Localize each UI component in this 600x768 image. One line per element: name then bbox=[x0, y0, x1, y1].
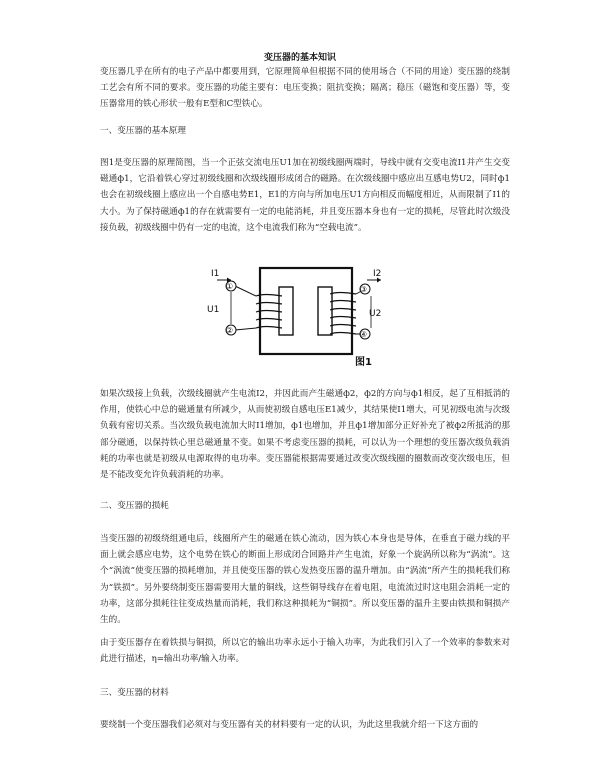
label-i2: I2 bbox=[373, 269, 382, 279]
terminal-3: ③ bbox=[360, 285, 368, 294]
loss-paragraph-1: 当变压器的初级绕组通电后，线圈所产生的磁通在铁心流动，因为铁心本身也是导体，在垂直于磁力线的平面上就会感应电势，这个电势在铁心的断面上形成闭合回路并产生电流，好象一个旋涡所以称为“涡流”。这个“涡流”使变压器的损耗增加，并且使变压器的铁心发热变压器的温升增加。由“涡流”所产生的损耗我们称为“铁损”。另外要绕制变压器需要用大量的铜线，这些铜导线存在着电阻，电流流过时这电阻会消耗一定的功率，这部分损耗往往变成热量而消耗，我们称这种损耗为“铜损”。所以变压器的温升主要由铁损和铜损产生的。 bbox=[100, 534, 510, 626]
section-heading-principle: 一、变压器的基本原理 bbox=[100, 126, 186, 136]
terminal-1: ① bbox=[226, 282, 234, 291]
label-i1: I1 bbox=[211, 269, 220, 279]
section-heading-loss: 二、变压器的损耗 bbox=[100, 501, 169, 511]
loss-paragraph-2: 由于变压器存在着铁损与铜损，所以它的输出功率永远小于输入功率，为此我们引入了一个效率的参数来对此进行描述，η=输出功率/输入功率。 bbox=[100, 638, 510, 665]
document-title: 变压器的基本知识 bbox=[263, 53, 336, 63]
label-u1: U1 bbox=[207, 305, 220, 315]
terminal-2: ② bbox=[226, 326, 234, 335]
section-heading-material: 三、变压器的材料 bbox=[100, 688, 169, 698]
transformer-diagram bbox=[205, 262, 385, 368]
material-paragraph: 要绕制一个变压器我们必须对与变压器有关的材料要有一定的认识，为此这里我就介绍一下这方面的 bbox=[100, 720, 479, 730]
terminal-4: ④ bbox=[360, 330, 368, 339]
intro-paragraph: 变压器几乎在所有的电子产品中都要用到，它原理简单但根据不同的使用场合（不同的用途）变压器的绕制工艺会有所不同的要求。变压器的功能主要有：电压变换；阻抗变换；隔离；稳压（磁饱和变压器）等，变压器常用的铁心形状一般有E型和C型铁心。 bbox=[100, 67, 510, 110]
figure-caption: 图1 bbox=[355, 357, 372, 368]
principle-paragraph-2: 如果次级接上负载，次级线圈就产生电流I2，并因此而产生磁通ф2，ф2的方向与ф1相反，起了互相抵消的作用，使铁心中总的磁通量有所减少，从而使初级自感电压E1减少，其结果使I1增大，可见初级电流与次级负载有密切关系。当次级负载电流加大时I1增加，ф1也增加，并且ф1增加部分正好补充了被ф2所抵消的那部分磁通，以保持铁心里总磁通量不变。如果不考虑变压器的损耗，可以认为一个理想的变压器次级负载消耗的功率也就是初级从电源取得的电功率。变压器能根据需要通过改变次级线圈的圈数而改变次级电压，但是不能改变允许负载消耗的功率。 bbox=[100, 389, 510, 481]
principle-paragraph-1: 图1是变压器的原理简图，当一个正弦交流电压U1加在初级线圈两端时，导线中就有交变电流I1并产生交变磁通ф1，它沿着铁心穿过初级线圈和次级线圈形成闭合的磁路。在次级线圈中感应出互感电势U2，同时ф1也会在初级线圈上感应出一个自感电势E1，E1的方向与所加电压U1方向相反而幅度相近，从而限制了I1的大小。为了保持磁通ф1的存在就需要有一定的电能消耗，并且变压器本身也有一定的损耗，尽管此时次级没接负载，初级线圈中仍有一定的电流，这个电流我们称为“空载电流”。 bbox=[100, 158, 510, 233]
label-u2: U2 bbox=[369, 309, 382, 319]
